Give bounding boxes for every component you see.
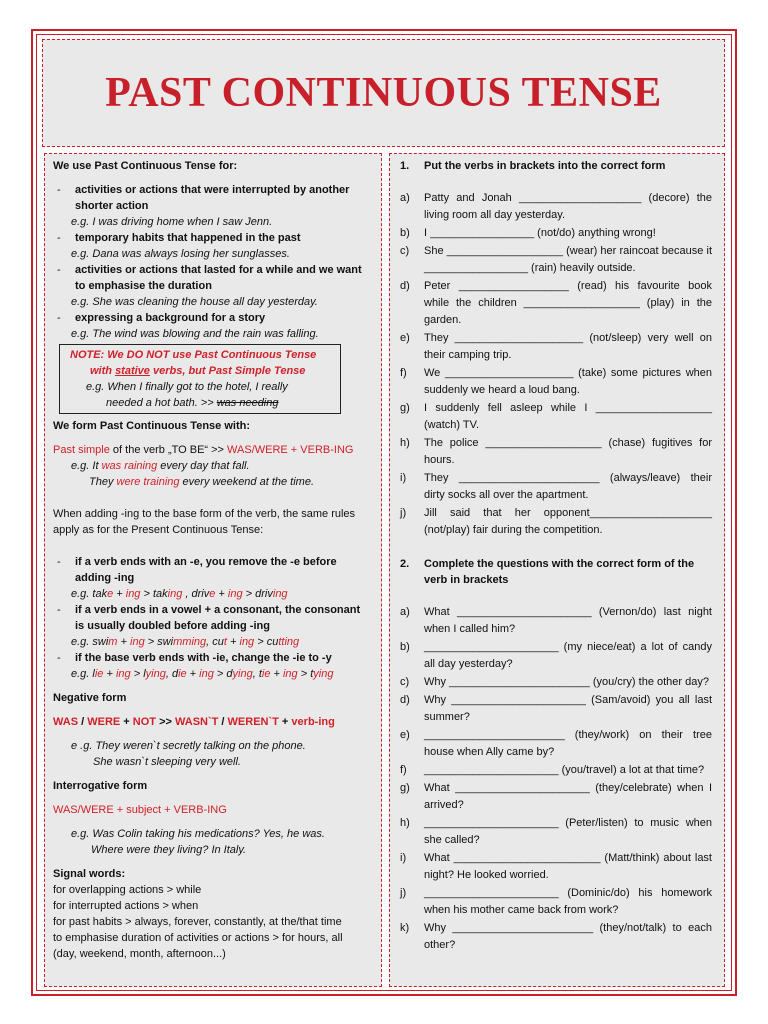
item-text: What ______________________ (they/celebrate) when I arrived? [424,782,712,811]
item-text: Patty and Jonah ____________________ (decore) the living room all day yesterday. [424,192,712,221]
title-banner [42,39,725,147]
item-text: We _____________________ (take) some pictures when suddenly we heard a loud bang. [424,367,712,396]
negative-example: e .g. They weren`t secretly talking on the phone. [71,740,306,752]
item-letter: d) [400,694,410,706]
item-text: ______________________ (my niece/eat) a lot of candy all day yesterday? [424,641,712,670]
use-item: - temporary habits that happened in the past [57,232,301,244]
spelling-example: e.g. swim + ing > swimming, cut + ing > cutting [71,636,300,648]
item-text: ______________________ (Dominic/do) his homework when his mother came back from work? [424,887,712,916]
use-example: e.g. The wind was blowing and the rain was falling. [71,328,319,340]
exercise-item [400,674,712,691]
exercises-panel [389,153,725,987]
exercise-item [400,330,712,364]
exercise-item [400,225,712,242]
signal-line: (day, weekend, month, afternoon...) [53,948,226,960]
page-title: PAST CONTINUOUS TENSE [105,70,662,116]
item-text: Why _______________________ (you/cry) the other day? [424,676,709,688]
form-example: e.g. It was raining every day that fall. [71,460,250,472]
item-letter: j) [400,887,407,899]
form-heading: We form Past Continuous Tense with: [53,420,250,432]
note-line: NOTE: We DO NOT use Past Continuous Tense [70,349,317,361]
exercise-item [400,190,712,224]
use-heading: We use Past Continuous Tense for: [53,160,238,172]
item-text: ______________________ (Peter/listen) to music when she called? [424,817,712,846]
use-example: e.g. She was cleaning the house all day yesterday. [71,296,318,308]
use-item: - expressing a background for a story [57,312,266,324]
item-letter: e) [400,332,410,344]
note-box [59,344,341,414]
signal-heading: Signal words: [53,868,126,880]
interrogative-heading: Interrogative form [53,780,148,792]
exercise-item [400,815,712,849]
negative-formula: WAS / WERE + NOT >> WASN`T / WEREN`T + verb-ing [53,716,335,728]
item-letter: d) [400,280,410,292]
item-letter: b) [400,227,410,239]
form-formula: Past simple of the verb „TO BE“ >> WAS/WERE + VERB-ING [53,444,354,456]
use-item: - activities or actions that lasted for a while and we want to emphasise the duration [57,264,362,292]
item-letter: i) [400,472,407,484]
exercise-item [400,365,712,399]
item-letter: e) [400,729,410,741]
form-example: They were training every weekend at the time. [89,476,315,488]
exercise-item [400,278,712,329]
grammar-explanation-panel [44,153,382,987]
exercise-1-list [400,190,712,539]
exercise-2-list [400,604,712,954]
exercise-item [400,435,712,469]
item-letter: c) [400,245,410,257]
item-text: What ______________________ (Vernon/do) last night when I called him? [424,606,712,635]
exercise-1-heading: 1. Put the verbs in brackets into the correct form [400,160,666,172]
item-letter: a) [400,192,410,204]
item-text: They _______________________ (always/leave) their dirty socks all over the apartment. [424,472,712,501]
item-text: What ________________________ (Matt/think) about last night? He looked worried. [424,852,712,881]
exercise-item [400,850,712,884]
interrogative-example: e.g. Was Colin taking his medications? Yes, he was. [71,828,325,840]
item-text: _______________________ (they/work) on their tree house when Ally came by? [424,729,712,758]
exercise-item [400,727,712,761]
item-letter: c) [400,676,410,688]
spelling-rule: - if a verb ends with an -e, you remove the -e before adding -ing [57,556,337,584]
interrogative-example: Where were they living? In Italy. [91,844,247,856]
exercise-item [400,470,712,504]
item-text: I _________________ (not/do) anything wrong! [424,227,656,239]
spelling-intro: When adding -ing to the base form of the verb, the same rules apply as for the Present Continuous Tense: [53,508,356,536]
use-example: e.g. I was driving home when I saw Jenn. [71,216,273,228]
exercise-item [400,920,712,954]
note-example: needed a hot bath. >> was needing [106,397,279,409]
item-letter: k) [400,922,410,934]
item-text: She ___________________ (wear) her raincoat because it _________________ (rain) heavily outside. [424,245,712,274]
item-text: Why _______________________ (they/not/talk) to each other? [424,922,712,951]
item-letter: h) [400,817,410,829]
use-item: - activities or actions that were interrupted by another shorter action [57,184,350,212]
signal-line: for past habits > always, forever, constantly, at the/that time [53,916,342,928]
item-text: The police ___________________ (chase) fugitives for hours. [424,437,712,466]
spelling-rule: - if the base verb ends with -ie, change the -ie to -y [57,652,332,664]
item-letter: h) [400,437,410,449]
item-letter: i) [400,852,407,864]
spelling-rule: - if a verb ends in a vowel + a consonant, the consonant is usually doubled before adding -ing [57,604,361,632]
signal-line: to emphasise duration of activities or actions > for hours, all [53,932,343,944]
exercise-item [400,639,712,673]
item-letter: j) [400,507,407,519]
item-letter: g) [400,402,410,414]
negative-heading: Negative form [53,692,127,704]
item-text: They _____________________ (not/sleep) very well on their camping trip. [424,332,712,361]
item-letter: a) [400,606,410,618]
item-letter: f) [400,764,407,776]
item-letter: b) [400,641,410,653]
signal-line: for interrupted actions > when [53,900,199,912]
item-letter: f) [400,367,407,379]
exercise-item [400,885,712,919]
exercise-item [400,692,712,726]
note-example: e.g. When I finally got to the hotel, I really [86,381,288,393]
negative-example: She wasn`t sleeping very well. [93,756,241,768]
use-example: e.g. Dana was always losing her sunglasses. [71,248,290,260]
spelling-example: e.g. lie + ing > lying, die + ing > dying, tie + ing > tying [71,668,334,680]
exercise-item [400,780,712,814]
item-text: Jill said that her opponent____________________ (not/play) fair during the competition. [424,507,712,536]
item-text: Why ______________________ (Sam/avoid) you all last summer? [424,694,712,723]
exercise-2-heading: 2. Complete the questions with the correct form of the verb in brackets [400,558,695,586]
exercise-item [400,243,712,277]
spelling-example: e.g. take + ing > taking , drive + ing > driving [71,588,288,600]
exercise-item [400,400,712,434]
item-text: ______________________ (you/travel) a lot at that time? [424,764,705,776]
interrogative-formula: WAS/WERE + subject + VERB-ING [53,804,227,816]
item-letter: g) [400,782,410,794]
item-text: I suddenly fell asleep while I ___________________ (watch) TV. [424,402,712,431]
exercise-item [400,505,712,539]
exercise-item [400,604,712,638]
signal-line: for overlapping actions > while [53,884,202,896]
note-line: with stative verbs, but Past Simple Tense [90,365,306,377]
item-text: Peter __________________ (read) his favourite book while the children ___________________ (play) in the garden. [424,280,712,326]
exercise-item [400,762,712,779]
